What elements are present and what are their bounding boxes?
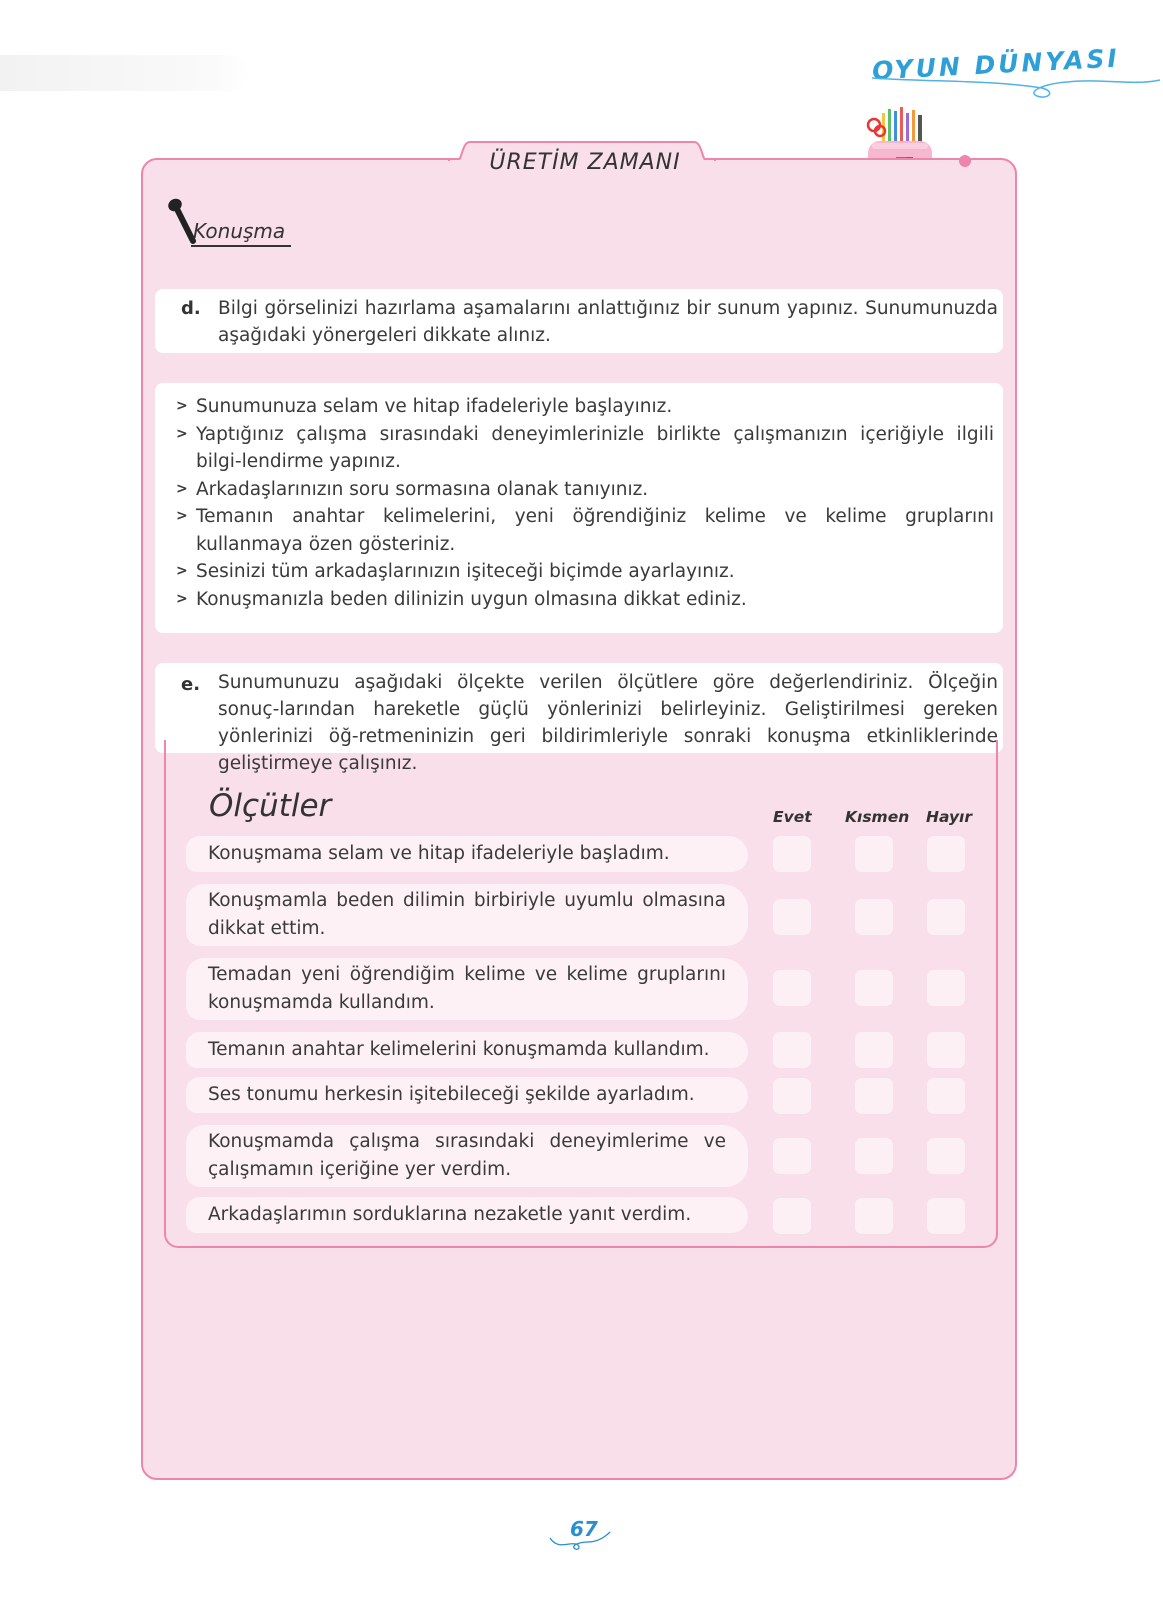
checkbox-hayir[interactable]: [927, 1032, 965, 1068]
checkbox-kismen[interactable]: [855, 836, 893, 872]
criteria-row: Arkadaşlarımın sorduklarına nezaketle yanıt verdim.: [186, 1197, 748, 1233]
criteria-row: Konuşmama selam ve hitap ifadeleriyle başladım.: [186, 836, 748, 872]
guidelines-list: [174, 393, 994, 613]
criteria-row: Temadan yeni öğrendiğim kelime ve kelime gruplarını konuşmamda kullandım.: [186, 958, 748, 1020]
checkbox-hayir[interactable]: [927, 1078, 965, 1114]
checkbox-hayir[interactable]: [927, 1198, 965, 1234]
series-title: OYUN DÜNYASI: [871, 43, 1121, 86]
column-head-kismen: Kısmen: [845, 808, 910, 826]
column-head-evet: Evet: [773, 808, 812, 826]
task-d-text: Bilgi görselinizi hazırlama aşamalarını anlattığınız bir sunum yapınız. Sunumunuzda aşağıdaki yönergeleri dikkate alınız.: [218, 298, 998, 346]
checkbox-hayir[interactable]: [927, 836, 965, 872]
checkbox-evet[interactable]: [773, 836, 811, 872]
guideline-item: > Sunumunuza selam ve hitap ifadeleriyle başlayınız.: [174, 393, 994, 421]
guideline-item: > Konuşmanızla beden dilinizin uygun olmasına dikkat ediniz.: [174, 586, 994, 614]
criteria-row: Temanın anahtar kelimelerini konuşmamda kullandım.: [186, 1032, 748, 1068]
guideline-item: > Temanın anahtar kelimelerini, yeni öğrendiğiniz kelime ve kelime gruplarını kullanmaya özen gösteriniz.: [174, 503, 994, 558]
tab-title: ÜRETİM ZAMANI: [489, 150, 681, 175]
checkbox-kismen[interactable]: [855, 1198, 893, 1234]
checkbox-evet[interactable]: [773, 970, 811, 1006]
wave-decoration: [872, 66, 1162, 106]
column-head-hayir: Hayır: [926, 808, 973, 826]
page-number: 67: [570, 1517, 598, 1541]
checkbox-hayir[interactable]: [927, 1138, 965, 1174]
guideline-item: > Yaptığınız çalışma sırasındaki deneyimlerinizle birlikte çalışmanızın içeriğiyle ilgili bilgi-lendirme yapınız.: [174, 421, 994, 476]
section-label: Konuşma: [191, 219, 291, 247]
checkbox-kismen[interactable]: [855, 1032, 893, 1068]
checkbox-evet[interactable]: [773, 1138, 811, 1174]
checkbox-hayir[interactable]: [927, 970, 965, 1006]
task-d-letter: d.: [181, 298, 201, 319]
accent-dot: [959, 155, 971, 167]
checkbox-evet[interactable]: [773, 899, 811, 935]
task-e-letter: e.: [181, 674, 201, 695]
checkbox-hayir[interactable]: [927, 899, 965, 935]
checkbox-evet[interactable]: [773, 1032, 811, 1068]
criteria-row: Ses tonumu herkesin işitebileceği şekilde ayarladım.: [186, 1077, 748, 1113]
task-e-text: Sunumunuzu aşağıdaki ölçekte verilen ölçütlere göre değerlendiriniz. Ölçeğin sonuç-larından hareketle güçlü yönlerinizi belirleyiniz. Geliştirilmesi gereken yönlerinizi öğ-retmeninizin geri bildirimleriyle sonraki konuşma etkinliklerinde geliştirmeye çalışınız.: [218, 672, 998, 774]
guideline-item: > Arkadaşlarınızın soru sormasına olanak tanıyınız.: [174, 476, 994, 504]
section-heading: [165, 197, 291, 247]
criteria-title: Ölçütler: [209, 788, 332, 824]
checkbox-kismen[interactable]: [855, 1078, 893, 1114]
guideline-item: > Sesinizi tüm arkadaşlarınızın işiteceği biçimde ayarlayınız.: [174, 558, 994, 586]
checkbox-kismen[interactable]: [855, 970, 893, 1006]
criteria-row: Konuşmamla beden dilimin birbiriyle uyumlu olmasına dikkat ettim.: [186, 884, 748, 946]
checkbox-kismen[interactable]: [855, 899, 893, 935]
checkbox-kismen[interactable]: [855, 1138, 893, 1174]
checkbox-evet[interactable]: [773, 1198, 811, 1234]
top-shadow-decoration: [0, 55, 250, 91]
criteria-row: Konuşmamda çalışma sırasındaki deneyimlerime ve çalışmamın içeriğine yer verdim.: [186, 1125, 748, 1187]
checkbox-evet[interactable]: [773, 1078, 811, 1114]
